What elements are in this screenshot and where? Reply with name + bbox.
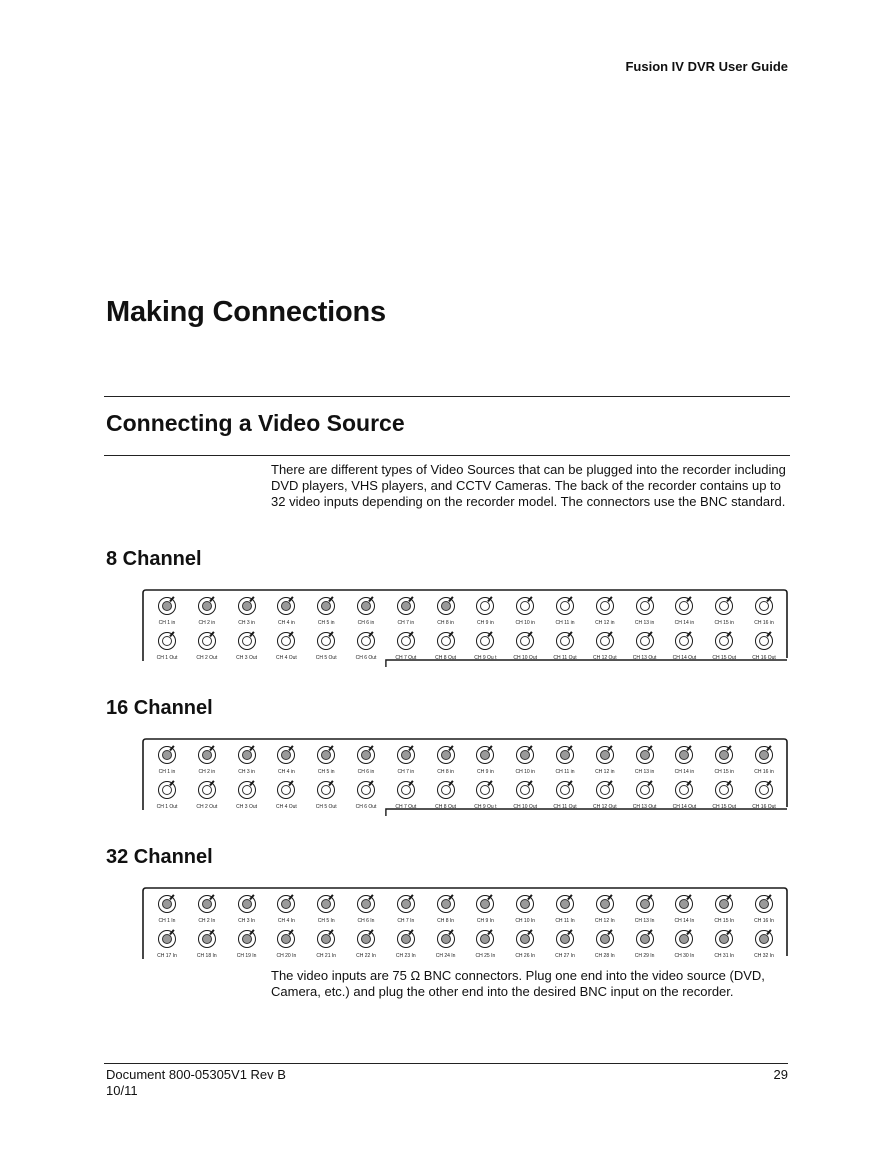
connector-label: CH 8 Out bbox=[435, 655, 457, 661]
connector-label: CH 8 in bbox=[437, 620, 454, 626]
rear-panel-32-channel bbox=[142, 887, 788, 959]
bnc-connector-icon bbox=[755, 746, 773, 764]
footer-rule bbox=[104, 1063, 788, 1064]
bnc-connector-icon bbox=[675, 632, 693, 650]
bnc-connector-icon bbox=[675, 746, 693, 764]
connector-label: CH 14 In bbox=[674, 918, 695, 924]
bnc-connector-icon bbox=[198, 746, 216, 764]
connector-label: CH 1 Out bbox=[156, 655, 178, 661]
connector-label: CH 9 Ou t bbox=[474, 655, 497, 661]
connector-label: CH 25 In bbox=[475, 953, 496, 959]
connector-label: CH 3 Out bbox=[236, 655, 258, 661]
bnc-connector-icon bbox=[516, 746, 534, 764]
connector-label: CH 29 In bbox=[634, 953, 655, 959]
bnc-connector-icon bbox=[397, 895, 415, 913]
connector-label: CH 8 Out bbox=[435, 804, 457, 810]
bnc-connector-icon bbox=[556, 746, 574, 764]
bnc-connector-icon bbox=[397, 597, 415, 615]
connector-label: CH 2 In bbox=[198, 918, 216, 924]
connector-label: CH 12 In bbox=[594, 918, 615, 924]
intro-paragraph: There are different types of Video Sources that can be plugged into the recorder including DVD players, VHS players, and CCTV Cameras. The back of the recorder contains up to 32 video inputs depending on the recorder model. The connectors use the BNC standard. bbox=[271, 462, 786, 509]
connector-label: CH 7 Out bbox=[395, 655, 417, 661]
connector-label: CH 5 Out bbox=[315, 655, 337, 661]
bnc-connector-icon bbox=[437, 781, 455, 799]
connector-label: CH 15 Out bbox=[712, 655, 736, 661]
bnc-connector-icon bbox=[397, 930, 415, 948]
bnc-connector-icon bbox=[636, 632, 654, 650]
connector-label: CH 10 Out bbox=[513, 804, 537, 810]
panel-base-edge bbox=[386, 809, 787, 816]
connector-label: CH 6 Out bbox=[355, 655, 377, 661]
bnc-connector-icon bbox=[636, 781, 654, 799]
section-top-rule bbox=[104, 396, 790, 397]
connector-label: CH 31 In bbox=[714, 953, 735, 959]
connector-label: CH 11 in bbox=[555, 769, 575, 775]
bnc-connector-icon bbox=[675, 930, 693, 948]
connector-label: CH 17 In bbox=[157, 953, 177, 959]
bnc-connector-icon bbox=[317, 895, 335, 913]
bnc-connector-icon bbox=[198, 597, 216, 615]
connector-label: CH 2 in bbox=[198, 769, 216, 775]
connector-label: CH 5 In bbox=[317, 918, 335, 924]
connector-label: CH 8 In bbox=[437, 918, 455, 924]
connector-label: CH 13 in bbox=[634, 620, 655, 626]
connector-label: CH 3 in bbox=[238, 620, 255, 626]
panel-heading-8-channel: 8 Channel bbox=[106, 548, 202, 570]
bnc-connector-icon bbox=[755, 632, 773, 650]
bnc-connector-icon bbox=[596, 781, 614, 799]
bnc-connector-icon bbox=[317, 781, 335, 799]
connector-label: CH 2 Out bbox=[196, 804, 218, 810]
connector-label: CH 6 in bbox=[357, 769, 375, 775]
connector-label: CH 14 Out bbox=[672, 655, 697, 661]
connector-label: CH 1 In bbox=[158, 918, 176, 924]
bnc-connector-icon bbox=[476, 746, 494, 764]
connector-label: CH 16 Out bbox=[752, 655, 776, 661]
bnc-connector-icon bbox=[317, 930, 335, 948]
bnc-connector-icon bbox=[437, 895, 455, 913]
connector-label: CH 23 In bbox=[395, 953, 416, 959]
connector-label: CH 13 In bbox=[634, 918, 655, 924]
connector-label: CH 7 in bbox=[397, 769, 415, 775]
bnc-connector-icon bbox=[357, 632, 375, 650]
connector-label: CH 21 In bbox=[316, 953, 337, 959]
connector-label: CH 2 Out bbox=[196, 655, 218, 661]
bnc-connector-icon bbox=[317, 746, 335, 764]
connector-label: CH 14 in bbox=[674, 769, 695, 775]
connector-label: CH 32 In bbox=[754, 953, 774, 959]
connector-label: CH 13 in bbox=[634, 769, 655, 775]
bnc-connector-icon bbox=[437, 746, 455, 764]
connector-label: CH 26 In bbox=[515, 953, 536, 959]
connector-label: CH 6 In bbox=[357, 918, 375, 924]
rear-panel-8-channel bbox=[142, 589, 788, 661]
connector-label: CH 10 In bbox=[515, 918, 536, 924]
bnc-connector-icon bbox=[755, 597, 773, 615]
connector-label: CH 4 in bbox=[278, 620, 295, 626]
connector-label: CH 15 In bbox=[714, 918, 735, 924]
bnc-connector-icon bbox=[636, 746, 654, 764]
running-header: Fusion IV DVR User Guide bbox=[625, 59, 788, 74]
bnc-connector-icon bbox=[516, 895, 534, 913]
connector-label: CH 11 in bbox=[555, 620, 575, 626]
connector-label: CH 22 In bbox=[356, 953, 376, 959]
connector-label: CH 10 in bbox=[515, 769, 535, 775]
bnc-connector-icon bbox=[476, 781, 494, 799]
bnc-connector-icon bbox=[556, 781, 574, 799]
bnc-connector-icon bbox=[277, 597, 295, 615]
connector-label: CH 3 Out bbox=[236, 804, 258, 810]
connector-label: CH 13 Out bbox=[632, 655, 657, 661]
bnc-connector-icon bbox=[397, 632, 415, 650]
bnc-connector-icon bbox=[715, 895, 733, 913]
connector-label: CH 4 Out bbox=[275, 804, 297, 810]
page-number: 29 bbox=[773, 1067, 788, 1082]
footer-document-number: Document 800-05305V1 Rev B bbox=[106, 1067, 286, 1082]
bnc-connector-icon bbox=[437, 597, 455, 615]
connector-label: CH 9 Ou t bbox=[474, 804, 497, 810]
section-title: Connecting a Video Source bbox=[106, 410, 405, 436]
connector-label: CH 6 in bbox=[357, 620, 375, 626]
connector-label: CH 8 in bbox=[437, 769, 454, 775]
connector-label: CH 13 Out bbox=[632, 804, 657, 810]
connector-label: CH 18 In bbox=[196, 953, 217, 959]
connector-label: CH 3 in bbox=[238, 769, 255, 775]
bnc-connector-icon bbox=[596, 597, 614, 615]
bnc-connector-icon bbox=[158, 781, 176, 799]
bnc-connector-icon bbox=[755, 781, 773, 799]
connector-label: CH 12 in bbox=[595, 620, 615, 626]
closing-paragraph: The video inputs are 75 Ω BNC connectors. Plug one end into the video source (DVD, Camera, etc.) and plug the other end into the desired BNC input on the recorder. bbox=[271, 968, 765, 999]
bnc-connector-icon bbox=[675, 597, 693, 615]
bnc-connector-icon bbox=[437, 930, 455, 948]
bnc-connector-icon bbox=[277, 746, 295, 764]
bnc-connector-icon bbox=[357, 597, 375, 615]
connector-label: CH 10 Out bbox=[513, 655, 537, 661]
bnc-connector-icon bbox=[198, 895, 216, 913]
connector-label: CH 7 In bbox=[397, 918, 415, 924]
rear-panel-16-channel bbox=[142, 738, 788, 810]
bnc-connector-icon bbox=[238, 781, 256, 799]
bnc-connector-icon bbox=[596, 930, 614, 948]
panel-base-edge bbox=[386, 660, 787, 667]
connector-label: CH 12 in bbox=[595, 769, 615, 775]
bnc-connector-icon bbox=[476, 597, 494, 615]
connector-label: CH 4 in bbox=[278, 769, 295, 775]
connector-label: CH 12 Out bbox=[592, 804, 617, 810]
connector-label: CH 11 In bbox=[555, 918, 575, 924]
connector-label: CH 4 Out bbox=[275, 655, 297, 661]
bnc-connector-icon bbox=[277, 632, 295, 650]
bnc-connector-icon bbox=[556, 895, 574, 913]
connector-label: CH 30 In bbox=[674, 953, 695, 959]
panel-heading-16-channel: 16 Channel bbox=[106, 697, 213, 719]
bnc-connector-icon bbox=[158, 632, 176, 650]
footer-date: 10/11 bbox=[106, 1083, 138, 1098]
connector-label: CH 9 in bbox=[477, 620, 494, 626]
section-bottom-rule bbox=[104, 455, 790, 456]
bnc-connector-icon bbox=[755, 895, 773, 913]
connector-label: CH 28 In bbox=[594, 953, 615, 959]
connector-label: CH 15 in bbox=[714, 620, 734, 626]
connector-label: CH 5 Out bbox=[315, 804, 337, 810]
bnc-connector-icon bbox=[715, 781, 733, 799]
bnc-connector-icon bbox=[476, 930, 494, 948]
connector-label: CH 6 Out bbox=[355, 804, 377, 810]
bnc-connector-icon bbox=[715, 632, 733, 650]
connector-label: CH 16 Out bbox=[752, 804, 776, 810]
bnc-connector-icon bbox=[277, 930, 295, 948]
bnc-connector-icon bbox=[516, 632, 534, 650]
bnc-connector-icon bbox=[636, 895, 654, 913]
bnc-connector-icon bbox=[277, 895, 295, 913]
connector-label: CH 19 In bbox=[236, 953, 257, 959]
connector-label: CH 16 In bbox=[754, 918, 774, 924]
connector-label: CH 9 In bbox=[476, 918, 494, 924]
bnc-connector-icon bbox=[516, 930, 534, 948]
bnc-connector-icon bbox=[198, 781, 216, 799]
connector-label: CH 10 in bbox=[515, 620, 535, 626]
connector-label: CH 1 Out bbox=[156, 804, 178, 810]
bnc-connector-icon bbox=[238, 597, 256, 615]
bnc-connector-icon bbox=[238, 632, 256, 650]
bnc-connector-icon bbox=[636, 597, 654, 615]
bnc-connector-icon bbox=[317, 597, 335, 615]
bnc-connector-icon bbox=[357, 930, 375, 948]
connector-label: CH 2 in bbox=[198, 620, 216, 626]
bnc-connector-icon bbox=[596, 746, 614, 764]
bnc-connector-icon bbox=[556, 930, 574, 948]
bnc-connector-icon bbox=[437, 632, 455, 650]
bnc-connector-icon bbox=[357, 895, 375, 913]
bnc-connector-icon bbox=[715, 930, 733, 948]
connector-label: CH 7 in bbox=[397, 620, 415, 626]
bnc-connector-icon bbox=[357, 746, 375, 764]
bnc-connector-icon bbox=[516, 781, 534, 799]
connector-label: CH 7 Out bbox=[395, 804, 417, 810]
connector-label: CH 9 in bbox=[477, 769, 494, 775]
bnc-connector-icon bbox=[556, 597, 574, 615]
connector-label: CH 16 in bbox=[754, 620, 774, 626]
bnc-connector-icon bbox=[357, 781, 375, 799]
connector-label: CH 12 Out bbox=[592, 655, 617, 661]
connector-label: CH 15 Out bbox=[712, 804, 736, 810]
bnc-connector-icon bbox=[198, 632, 216, 650]
bnc-connector-icon bbox=[158, 895, 176, 913]
bnc-connector-icon bbox=[516, 597, 534, 615]
bnc-connector-icon bbox=[675, 781, 693, 799]
connector-label: CH 5 in bbox=[317, 620, 335, 626]
bnc-connector-icon bbox=[158, 597, 176, 615]
panel-heading-32-channel: 32 Channel bbox=[106, 846, 213, 868]
bnc-connector-icon bbox=[476, 632, 494, 650]
bnc-connector-icon bbox=[238, 930, 256, 948]
connector-label: CH 15 in bbox=[714, 769, 734, 775]
bnc-connector-icon bbox=[596, 895, 614, 913]
bnc-connector-icon bbox=[675, 895, 693, 913]
connector-label: CH 1 in bbox=[158, 769, 176, 775]
bnc-connector-icon bbox=[238, 746, 256, 764]
connector-label: CH 4 In bbox=[277, 918, 295, 924]
bnc-connector-icon bbox=[277, 781, 295, 799]
page-title: Making Connections bbox=[106, 296, 386, 328]
bnc-connector-icon bbox=[556, 632, 574, 650]
bnc-connector-icon bbox=[158, 746, 176, 764]
connector-label: CH 14 in bbox=[674, 620, 695, 626]
connector-label: CH 11 Out bbox=[553, 804, 577, 810]
bnc-connector-icon bbox=[238, 895, 256, 913]
connector-label: CH 20 In bbox=[276, 953, 297, 959]
bnc-connector-icon bbox=[715, 597, 733, 615]
bnc-connector-icon bbox=[715, 746, 733, 764]
connector-label: CH 11 Out bbox=[553, 655, 577, 661]
bnc-connector-icon bbox=[397, 746, 415, 764]
bnc-connector-icon bbox=[476, 895, 494, 913]
connector-label: CH 5 in bbox=[317, 769, 335, 775]
connector-label: CH 24 In bbox=[435, 953, 456, 959]
connector-label: CH 1 in bbox=[158, 620, 176, 626]
connector-label: CH 3 In bbox=[238, 918, 256, 924]
bnc-connector-icon bbox=[636, 930, 654, 948]
connector-label: CH 27 In bbox=[555, 953, 575, 959]
bnc-connector-icon bbox=[158, 930, 176, 948]
bnc-connector-icon bbox=[317, 632, 335, 650]
connector-label: CH 16 in bbox=[754, 769, 774, 775]
bnc-connector-icon bbox=[596, 632, 614, 650]
bnc-connector-icon bbox=[755, 930, 773, 948]
connector-label: CH 14 Out bbox=[672, 804, 697, 810]
bnc-connector-icon bbox=[397, 781, 415, 799]
bnc-connector-icon bbox=[198, 930, 216, 948]
